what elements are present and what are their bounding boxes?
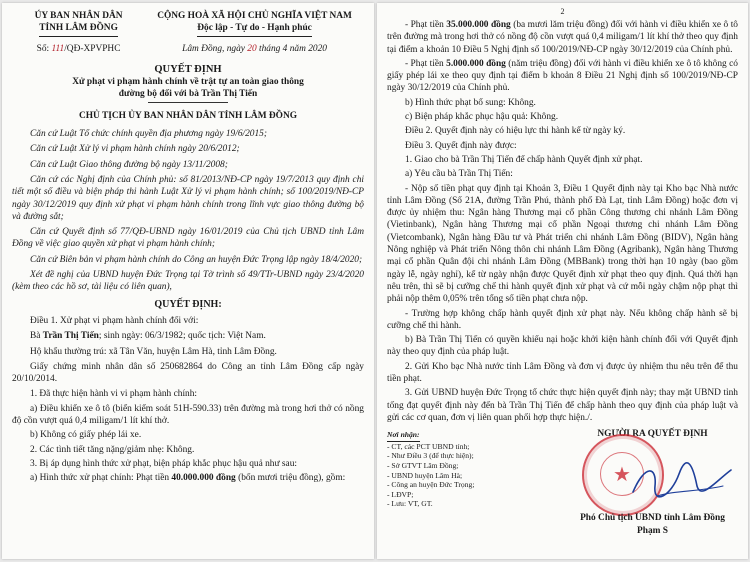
residence: Hộ khẩu thường trú: xã Tân Văn, huyện Lâm Hà, tỉnh Lâm Đồng. [30,346,277,357]
article-3-3: 3. Gửi UBND huyện Đức Trọng tổ chức thực hiện quyết định này; thay mặt UBND tỉnh tống đạt quyết định này đến bà Trần Thị Tiến để chấp hành theo quy định của pháp luật và gửi các cơ quan, đơn vị liên quan phối hợp thực hiện./. [387,388,738,423]
recipients-block [387,430,547,509]
recipient-1: - CT, các PCT UBND tỉnh; [387,441,470,451]
recipient-3: - Sở GTVT Lâm Đồng; [387,460,459,470]
basis-5: Căn cứ Quyết định số 77/QĐ-UBND ngày 16/01/2019 của Chủ tịch UBND tỉnh Lâm Đồng về việc giao quyền xử phạt vi phạm hành chính; [12,227,364,250]
signer-name: Phạm S [637,525,668,536]
basis-2: Căn cứ Luật Xử lý vi phạm hành chính ngày 20/6/2012; [30,144,240,155]
handwritten-day: 20 [247,43,257,54]
basis-6: Căn cứ Biên bản vi phạm hành chính do Công an huyện Đức Trọng lập ngày 18/4/2020; [30,254,363,265]
title-divider [148,102,228,103]
national-header [145,10,364,37]
basis-1: Căn cứ Luật Tổ chức chính quyền địa phương ngày 19/6/2015; [30,129,267,140]
total-fine: 40.000.000 đồng [171,473,236,484]
doc-title: QUYẾT ĐỊNH [154,63,222,75]
recipient-7: - Lưu: VT, GT. [387,499,433,509]
item-3a: a) Hình thức xử phạt chính: Phạt tiền 40.000.000 đồng (bốn mươi triệu đồng), gồm: [30,473,346,484]
person-name: Trần Thị Tiến [42,331,99,342]
person-line: Bà Trần Thị Tiến; sinh ngày: 06/3/1982; quốc tịch: Việt Nam. [30,331,266,342]
signature-area [387,428,738,548]
authority: CHỦ TỊCH ỦY BAN NHÂN DÂN TỈNH LÂM ĐỒNG [78,110,298,121]
signature-icon [627,456,737,504]
motto: Độc lập - Tự do - Hạnh phúc [197,22,312,36]
article-3: Điều 3. Quyết định này được: [405,140,517,151]
article-3-1a: a) Yêu cầu bà Trần Thị Tiến: [405,169,513,180]
payment-instructions: - Nộp số tiền phạt quy định tại Khoản 3, Điều 1 Quyết định này tại Kho bạc Nhà nước tỉnh Lâm Đồng (Số 21A, đường Trần Phú, thành phố Đà Lạt, tỉnh Lâm Đồng) hoặc đơn vị được ủy nhiệm thu: Ngân hàng Thương mại cổ phần Công thương chi nhánh Lâm Đồng (Vietinbank), Ngân hàng Thương mại cổ phần Ngoại thương chi nhánh Lâm Đồng (Vietcombank), Ngân hàng Đầu tư và Phát triển chi nhánh Lâm Đồng (BIDV), Ngân hàng Nông nghiệp và Phát triển Nông thôn chi nhánh Lâm Đồng (Agribank), Ngân hàng Thương mại cổ phần Quân đội chi nhánh Lâm Đồng (MBBank) trong thời hạn 10 ngày (bao gồm ngày lễ, ngày nghỉ), kể từ ngày nhận được Quyết định xử phạt theo quy định. Quá thời hạn nêu trên, thì sẽ bị cưỡng chế thi hành quyết định xử phạt và cứ mỗi ngày chậm nộp phạt thì phải nộp thêm 0,05% trên tổng số tiền phạt chưa nộp. [387,183,738,305]
item-3c: c) Biện pháp khắc phục hậu quả: Không. [405,112,559,123]
recipient-6: - LĐVP; [387,489,414,499]
seal-star-icon: ★ [613,462,631,487]
page-2 [377,3,748,559]
fine-1: - Phạt tiền 35.000.000 đồng (ba mươi lăm triệu đồng) đối với hành vi điều khiển xe ô tô trên đường mà trong hơi thở có nồng độ cồn vượt quá 0,4 miligam/1 lít khí thở theo quy định tại điểm a khoản 10 Điều 5 Nghị định số 100/2019/NĐ-CP ngày 30/12/2019 của Chính phủ. [387,20,738,55]
page-1 [2,3,374,559]
fine-2-amount: 5.000.000 đồng [446,58,506,69]
signer-block [565,428,740,440]
fine-2: - Phạt tiền 5.000.000 đồng (năm triệu đồng) đối với hành vi điều khiển xe ô tô không có giấy phép lái xe theo quy định tại điểm b khoản 8 Điều 21 Nghị định số 100/2019/NĐ-CP ngày 30/12/2019 của Chính phủ. [387,58,738,94]
issuer-line-2: TỈNH LÂM ĐỒNG [39,22,118,36]
basis-3: Căn cứ Luật Giao thông đường bộ ngày 13/11/2008; [30,159,228,170]
decision-heading: QUYẾT ĐỊNH: [154,298,222,310]
item-1: 1. Đã thực hiện hành vi vi phạm hành chính: [30,389,198,400]
enforcement-note: - Trường hợp không chấp hành quyết định xử phạt này. Nếu không chấp hành sẽ bị cưỡng chế thi hành. [387,308,738,331]
basis-4: Căn cứ các Nghị định của Chính phủ: số 81/2013/NĐ-CP ngày 19/7/2013 quy định chi tiết một số điều và biện pháp thi hành Luật Xử lý vi phạm hành chính; số 100/2019/NĐ-CP ngày 30/12/2019 quy định xử phạt vi phạm hành chính trong lĩnh vực giao thông đường bộ và đường sắt; [12,174,364,222]
page-number: 2 [560,7,565,16]
signer-title: Phó Chủ tịch UBND tỉnh Lâm Đồng [580,513,725,524]
recipient-4: - UBND huyện Lâm Hà; [387,470,463,480]
item-3: 3. Bị áp dụng hình thức xử phạt, biện pháp khắc phục hậu quả như sau: [30,458,298,469]
recipient-2: - Như Điều 3 (để thực hiện); [387,451,474,461]
signer-info [565,512,740,537]
article-3-2: 2. Gửi Kho bạc Nhà nước tỉnh Lâm Đồng và đơn vị được ủy nhiệm thu nêu trên để thu tiền phạt. [387,361,738,385]
number-date-row [12,43,364,55]
item-1a: a) Điều khiển xe ô tô (biển kiểm soát 51H-590.33) trên đường mà trong hơi thở có nồng độ cồn vượt quá 0,4 miligam/1 lít khí thở. [12,403,364,427]
doc-subject-line-1: Xử phạt vi phạm hành chính về trật tự an toàn giao thông [72,77,304,88]
country-name: CỘNG HOÀ XÃ HỘI CHỦ NGHĨA VIỆT NAM [157,11,352,21]
issuer-line-1: ÚY BAN NHÂN DÂN [34,11,123,21]
article-2: Điều 2. Quyết định này có hiệu lực thi hành kể từ ngày ký. [405,126,626,137]
decision-number: Số: 111/QĐ-XPVPHC [36,43,121,54]
recipient-5: - Công an huyện Đức Trọng; [387,480,475,490]
item-2: 2. Các tình tiết tăng nặng/giảm nhẹ: Không. [30,444,195,455]
fine-1-amount: 35.000.000 đồng [446,20,511,30]
basis-7: Xét đề nghị của UBND huyện Đức Trọng tại Tờ trình số 49/TTr-UBND ngày 23/4/2020 (kèm theo các hồ sơ, tài liệu có liên quan), [12,270,364,293]
recipients-heading: Nơi nhận: [387,430,420,442]
article-1: Điều 1. Xử phạt vi phạm hành chính đối với: [30,315,199,326]
id-card: Giấy chứng minh nhân dân số 250682864 do Công an tỉnh Lâm Đồng cấp ngày 20/10/2014. [12,361,364,385]
issuer-block [12,10,145,37]
article-3-1b: b) Bà Trần Thị Tiến có quyền khiếu nại hoặc khởi kiện hành chính đối với Quyết định này theo quy định của pháp luật. [387,335,738,358]
decision-date: Lâm Đồng, ngày 20 tháng 4 năm 2020 [182,43,327,54]
signer-heading: NGƯỜI RA QUYẾT ĐỊNH [597,429,708,440]
item-3b: b) Hình thức phạt bổ sung: Không. [405,97,536,108]
doc-subject-line-2: đường bộ đối với bà Trần Thị Tiến [118,89,258,100]
article-3-1: 1. Giao cho bà Trần Thị Tiến để chấp hành Quyết định xử phạt. [405,154,643,165]
item-1b: b) Không có giấy phép lái xe. [30,430,142,441]
handwritten-number: 111 [51,43,65,54]
page-header [12,10,364,37]
